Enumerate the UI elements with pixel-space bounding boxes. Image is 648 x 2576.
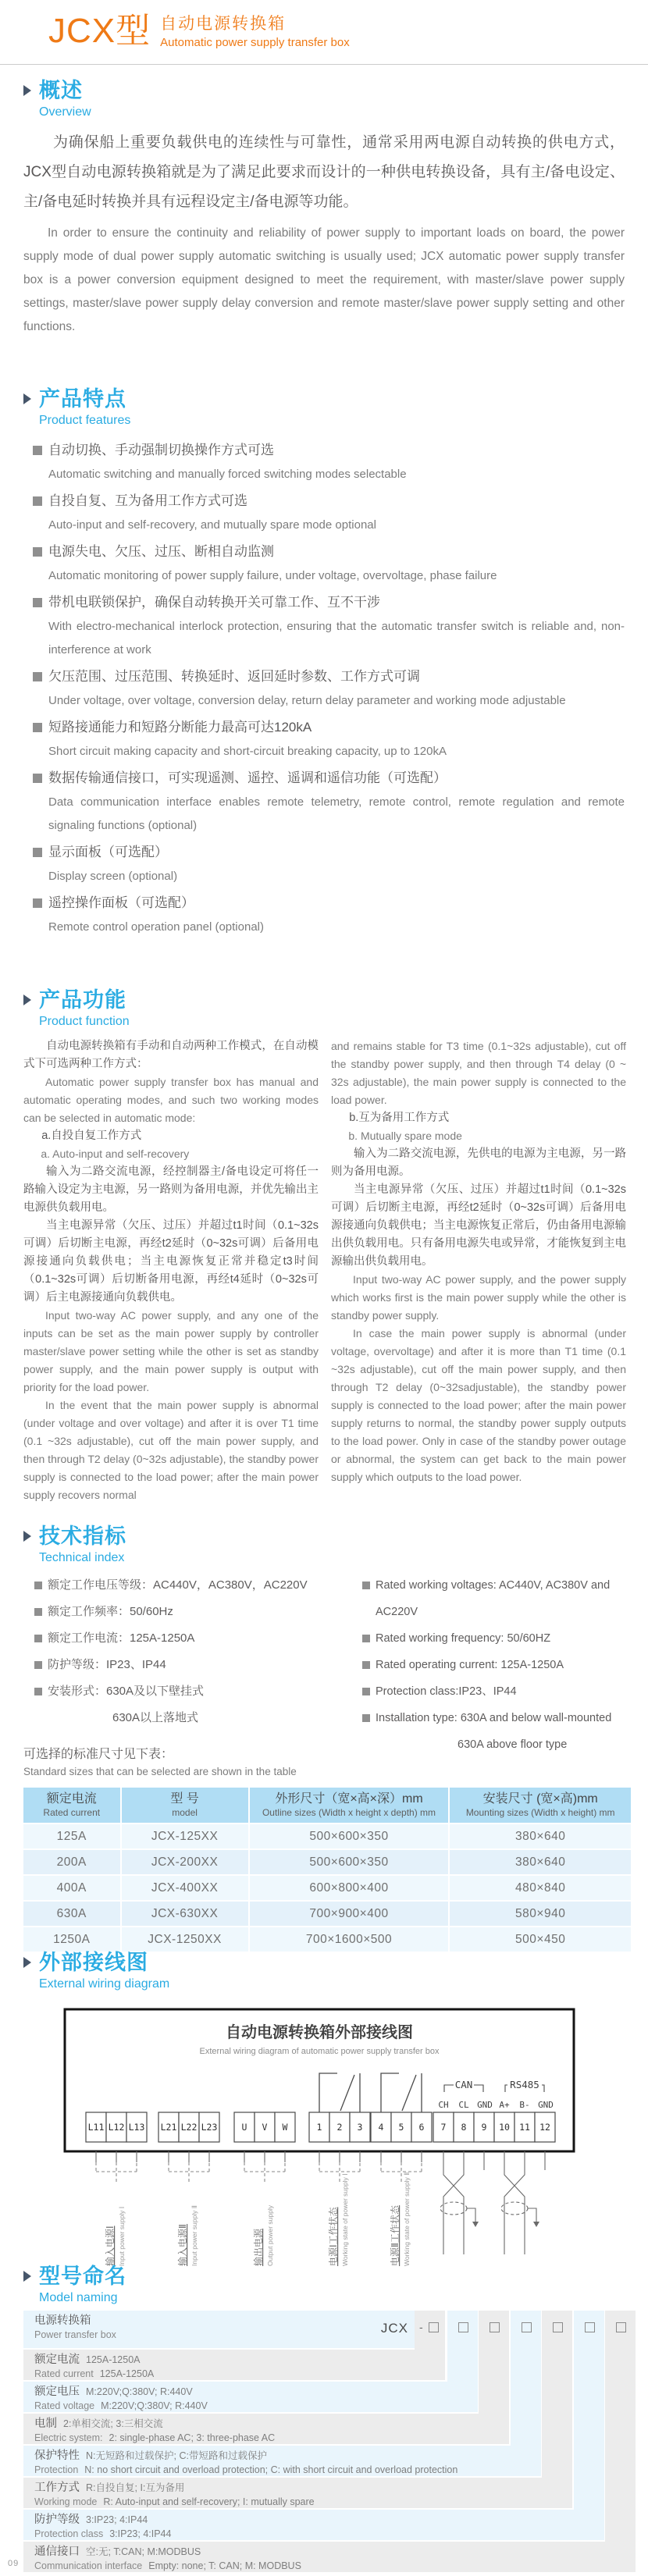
row-label-en: Communication interface [34,2560,143,2571]
cell-mounting-size: 500×450 [450,1927,631,1952]
group-label-cn: 输入电源Ⅰ [105,2226,116,2266]
overview-paragraph-cn: 为确保船上重要负载供电的连续性与可靠性，通常采用两电源自动转换的供电方式，JCX型自动电源转换箱就是为了满足此要求而设计的一种供电转换设备，具有主/备电设定、主/备电延时转换并具有远程设定主/备电源等功能。 [23,134,625,210]
code-box-icon [585,2322,595,2332]
code-box-icon [429,2322,439,2332]
feature-cn: 电源失电、欠压、过压、断相自动监测 [48,544,274,559]
product-model-title: JCX型 [48,12,151,50]
code-box-icon [616,2322,626,2332]
cell-model: JCX-400XX [122,1876,248,1900]
pin-label-a-plus: A+ [499,2100,510,2110]
function-paragraph: a.自投自复工作方式 [41,1130,142,1142]
group-label-en: Input power supply Ⅱ [190,2205,198,2266]
col-header-en: Mounting sizes (Width x height) mm [465,1807,615,1818]
bullet-square-icon [362,1661,370,1669]
table-row [23,1850,631,1874]
function-paragraph: 输入为二路交流电源，先供电的电源为主电源，另一路则为备用电源。 [331,1147,626,1178]
bullet-square-icon [34,1688,42,1695]
feature-en: With electro-mechanical interlock protection, ensuring that the automatic transfer switch is reliable and, non-interference at work [48,620,625,656]
sizes-table [22,1786,632,1953]
row-label-cn: 电源转换箱 [34,2314,91,2327]
cell-model: JCX-630XX [122,1902,248,1926]
section-function [0,987,648,1504]
col-header-cn: 型 号 [170,1792,199,1806]
wiring-heading-cn: 外部接线图 [39,1951,148,1974]
section-overview [0,78,648,339]
row-value-en: N: no short circuit and overload protection; C: with short circuit and overload protection [84,2464,458,2475]
tech-item: Protection class:IP23、IP44 [376,1685,517,1698]
tech-item-continued: 630A above floor type [458,1738,568,1751]
table-row [23,1902,631,1926]
feature-item [33,590,625,662]
model-naming-diagram [23,2311,640,2576]
function-paragraph: 自动电源转换箱有手动和自动两种工作模式，在自动模式下可选两种工作方式： [23,1040,319,1070]
bullet-square-icon [362,1688,370,1695]
row-value-en: 2: single-phase AC; 3: three-phase AC [109,2432,276,2443]
function-heading-cn: 产品功能 [39,988,126,1012]
feature-en: Automatic monitoring of power supply failure, under voltage, overvoltage, phase failure [48,569,497,582]
row-label-cn: 电制 [34,2418,57,2430]
feature-en: Under voltage, over voltage, conversion delay, return delay parameter and working mode adjustable [48,694,566,707]
terminal-label: 1 [316,2122,322,2133]
row-label-cn: 工作方式 [34,2482,80,2494]
function-paragraph: 当主电源异常（欠压、过压）并超过t1时间（0.1~32s可调）后切断主电源，再经t2延时（0~32s可调）后备用电源接通向负载供电；当主电源恢复正常并稳定t3时间（0.1~32s可调）后切断备用电源，再经t4延时（0~32s可调）后主电源接通向负载供电。 [23,1219,319,1304]
naming-row-electric-system [23,2414,509,2444]
row-value-cn: M:220V;Q:380V; R:440V [86,2386,193,2397]
overview-paragraph-en: In order to ensure the continuity and reliability of power supply to important loads on board, the power supply mode of dual power supply automatic switching is usually used; JCX automatic power supply transfer box is a power conversion equipment designed to meet the requirement, with master/slave power supply settings, master/slave power supply delay conversion and remote master/slave power supply setting and other functions. [23,226,625,333]
dash-mark: - [419,2321,423,2333]
group-label-en: Input power supply Ⅰ [118,2206,126,2266]
cell-outline-size: 500×600×350 [250,1850,449,1874]
terminal-label: 2 [336,2122,343,2133]
changeover-switch-icon [319,2073,422,2112]
feature-en: Automatic switching and manually forced switching modes selectable [48,468,407,481]
section-arrow-icon [23,85,31,96]
function-column-right [331,1037,626,1504]
naming-row-protection [23,2446,540,2476]
code-box-icon [522,2322,532,2332]
cell-outline-size: 700×1600×500 [250,1927,449,1952]
feature-item [33,891,625,939]
diagram-title-cn: 自动电源转换箱外部接线图 [226,2023,413,2041]
code-box-icon [458,2322,468,2332]
cell-outline-size: 500×600×350 [250,1824,449,1848]
terminal-label: 3 [357,2122,363,2133]
tech-item: Installation type: 630A and below wall-mounted [376,1712,612,1724]
row-label-cn: 保护特性 [34,2450,80,2462]
section-features [0,386,648,941]
features-heading-en: Product features [39,414,131,427]
cell-mounting-size: 480×840 [450,1876,631,1900]
terminal-label: L12 [108,2122,125,2133]
group-label-cn: 电源Ⅰ工作状态 [328,2207,339,2266]
row-value-cn: 3:IP23; 4:IP44 [86,2514,148,2525]
group-label-en: Output power supply [266,2205,274,2266]
bullet-square-icon [34,1608,42,1616]
bullet-square-icon [362,1714,370,1722]
terminal-label: 11 [519,2122,530,2133]
overview-heading-cn: 概述 [39,79,83,102]
function-paragraph: 输入为二路交流电源，经控制器主/备电设定可将任一路输入设定为主电源，另一路则为备用电源，并优先输出主电源供负载用电。 [23,1165,319,1214]
section-arrow-icon [23,994,31,1005]
pin-label-gnd: GND [477,2100,493,2110]
feature-cn: 带机电联锁保护，确保自动转换开关可靠工作、互不干涉 [48,595,380,610]
section-model-naming [0,2264,648,2576]
wire-stubs [96,2151,422,2162]
bullet-square-icon [33,672,42,681]
section-sizes [0,1745,648,1953]
function-paragraph: Automatic power supply transfer box has manual and automatic operating modes, and such two working modes can be selected in automatic mode: [23,1076,319,1124]
row-label-cn: 通信接口 [34,2546,80,2558]
cell-rated-current: 400A [23,1876,120,1900]
terminal-label: 9 [481,2122,487,2133]
section-wiring [0,1950,648,2270]
bullet-square-icon [33,547,42,557]
row-value-cn: 2:单相交流; 3:三相交流 [63,2418,163,2429]
row-label-cn: 额定电压 [34,2386,80,2398]
function-paragraph: and remains stable for T3 time (0.1~32s adjustable), cut off the standby power supply, and then through T4 delay (0 ~ 32s adjustable), the main power supply is connected to the load power. [331,1040,626,1106]
terminal-label: L11 [87,2122,105,2133]
col-header-en: model [172,1807,198,1818]
technical-list-en [362,1572,626,1758]
page-header [0,0,648,65]
overview-heading-en: Overview [39,105,91,119]
row-value-cn: R:自投自复; I:互为备用 [86,2482,185,2493]
pin-label-cl: CL [458,2100,469,2110]
function-columns [23,1037,626,1504]
bullet-square-icon [33,496,42,506]
feature-en: Auto-input and self-recovery, and mutually spare mode optional [48,518,376,532]
technical-list-cn [34,1572,362,1758]
function-paragraph: b.互为备用工作方式 [349,1112,450,1124]
naming-row-working-mode [23,2478,572,2508]
tech-item: 额定工作频率：50/60Hz [48,1605,173,1618]
row-value-en: Empty: none; T: CAN; M: MODBUS [148,2560,301,2571]
bullet-square-icon [33,598,42,607]
group-label-cn: 输入电源Ⅱ [177,2224,188,2266]
terminal-label: 4 [378,2122,384,2133]
feature-en: Data communication interface enables remote telemetry, remote control, remote regulation and remote signaling functions (optional) [48,795,625,832]
tech-item-continued: 630A以上落地式 [112,1711,199,1724]
tech-item: Rated operating current: 125A-1250A [376,1659,564,1671]
naming-row-rated-current [23,2350,445,2380]
feature-item [33,664,625,713]
row-value-en: M:220V;Q:380V; R:440V [101,2400,208,2411]
section-arrow-icon [23,1531,31,1542]
function-heading-en: Product function [39,1015,130,1028]
row-label-cn: 防护等级 [34,2514,80,2526]
product-title-en: Automatic power supply transfer box [160,36,350,49]
terminal-label: W [282,2122,288,2133]
row-label-en: Electric system: [34,2432,103,2443]
diagram-title-en: External wiring diagram of automatic power supply transfer box [199,2047,440,2056]
bullet-square-icon [362,1582,370,1589]
terminal-label: 8 [461,2122,467,2133]
cell-outline-size: 600×800×400 [250,1876,449,1900]
function-paragraph: In case the main power supply is abnormal (under voltage, overvoltage) and after it is more than T1 time (0.1 ~32s adjustable), cut off the main power supply, and then through T2 delay (0~32sadjustable), the standby power supply is connected to the load power; after the main power supply returns to normal, the standby power supply outputs to the load power. Only in case of the standby power outage or abnormal, the system can get back to the main power supply which outputs to the load power. [331,1327,626,1483]
feature-cn: 自动切换、手动强制切换操作方式可选 [48,443,274,457]
cell-model: JCX-1250XX [122,1927,248,1952]
tech-item: 额定工作电压等级：AC440V，AC380V，AC220V [48,1578,308,1592]
col-header-cn: 外形尺寸（宽×高×深）mm [275,1792,423,1806]
row-label-en: Power transfer box [34,2329,116,2340]
terminal-label: 6 [418,2122,425,2133]
bullet-square-icon [362,1635,370,1642]
table-row [23,1876,631,1900]
function-paragraph: a. Auto-input and self-recovery [41,1147,190,1160]
col-header-en: Rated current [43,1807,101,1818]
wiring-heading-en: External wiring diagram [39,1977,170,1991]
feature-en: Short circuit making capacity and short-circuit breaking capacity, up to 120kA [48,745,447,758]
naming-row-communication [23,2542,636,2572]
group-label-cn: 输出电源 [253,2228,264,2266]
cable-bundle-icon [96,2162,422,2184]
tech-item: 安装形式：630A及以下壁挂式 [48,1685,205,1698]
bullet-square-icon [33,774,42,783]
code-column-7 [605,2311,636,2572]
terminal-label: L23 [201,2122,218,2133]
naming-row-rated-voltage [23,2382,477,2412]
section-arrow-icon [23,393,31,404]
row-value-cn: 125A-1250A [86,2354,141,2365]
cell-mounting-size: 580×940 [450,1902,631,1926]
table-row [23,1927,631,1952]
terminal-label: U [241,2122,247,2133]
feature-cn: 数据传输通信接口，可实现遥测、遥控、遥调和遥信功能（可选配） [48,770,447,785]
feature-cn: 短路接通能力和短路分断能力最高可达120kA [48,720,312,735]
table-note-en: Standard sizes that can be selected are shown in the table [23,1766,297,1777]
row-value-en: R: Auto-input and self-recovery; I: mutually spare [103,2496,315,2507]
feature-cn: 显示面板（可选配） [48,845,168,859]
twisted-pair-rs485-icon [501,2151,545,2254]
pin-label-ch: CH [438,2100,449,2110]
feature-item [33,840,625,888]
code-column-6 [574,2311,604,2540]
table-row [23,1824,631,1848]
technical-list [34,1572,626,1758]
cell-model: JCX-200XX [122,1850,248,1874]
col-header-en: Outline sizes (Width x height x depth) mm [262,1807,436,1818]
terminal-label: V [262,2122,268,2133]
bullet-square-icon [33,446,42,455]
section-arrow-icon [23,1957,31,1968]
code-box-icon [490,2322,500,2332]
product-title-cn: 自动电源转换箱 [160,15,287,33]
cell-rated-current: 200A [23,1850,120,1874]
function-paragraph: Input two-way AC power supply, and the power supply which works first is the main power supply while the other is standby power supply. [331,1273,626,1322]
cell-rated-current: 125A [23,1824,120,1848]
feature-list [33,438,625,939]
bullet-square-icon [34,1635,42,1642]
terminal-label: L21 [160,2122,177,2133]
tech-item: Rated working voltages: AC440V, AC380V and AC220V [376,1579,611,1618]
col-header-cn: 安装尺寸 (宽×高)mm [482,1792,598,1806]
section-technical [0,1524,648,1758]
feature-en: Display screen (optional) [48,870,178,883]
row-label-en: Rated current [34,2368,94,2379]
row-label-en: Rated voltage [34,2400,95,2411]
row-label-cn: 额定电流 [34,2354,80,2366]
model-prefix: JCX [380,2321,408,2336]
table-header-row [23,1788,631,1823]
cell-outline-size: 700×900×400 [250,1902,449,1926]
twisted-pair-can-icon [440,2151,484,2254]
naming-row-protection-class [23,2510,603,2540]
bullet-square-icon [34,1661,42,1669]
model-naming-heading-cn: 型号命名 [39,2265,126,2288]
row-label-en: Protection [34,2464,79,2475]
terminal-label: 7 [440,2122,447,2133]
row-label-en: Protection class [34,2528,104,2539]
rs485-bus-label: RS485 [510,2079,539,2090]
terminal-label: L13 [128,2122,145,2133]
row-value-en: 3:IP23; 4:IP44 [109,2528,172,2539]
can-bus-label: CAN [454,2079,473,2090]
code-box-icon [553,2322,563,2332]
col-header-cn: 额定电流 [46,1792,97,1806]
group-label-en: Working state of power supply Ⅰ [341,2173,349,2266]
naming-row-product [23,2311,415,2348]
bullet-square-icon [33,848,42,857]
model-naming-heading-en: Model naming [39,2291,118,2304]
features-heading-cn: 产品特点 [39,387,126,411]
wiring-diagram [43,1997,589,2270]
cell-rated-current: 630A [23,1902,120,1926]
bullet-square-icon [33,898,42,908]
page-number: 09 [8,2559,20,2568]
function-paragraph: Input two-way AC power supply, and any one of the inputs can be set as the main power supply by controller master/slave power setting while the other is set as standby power supply, and the main power supply is output with priority for the load power. [23,1309,319,1393]
terminal-label: 12 [539,2122,550,2133]
group-label-en: Working state of power supply Ⅱ [403,2172,411,2266]
tech-item: 防护等级：IP23、IP44 [48,1658,166,1671]
cell-mounting-size: 380×640 [450,1824,631,1848]
section-arrow-icon [23,2271,31,2282]
bullet-square-icon [33,723,42,732]
tech-item: Rated working frequency: 50/60HZ [376,1632,551,1645]
function-paragraph: 当主电源异常（欠压、过压）并超过t1时间（0.1~32s可调）后切断主电源，再经t2延时（0~32s可调）后备用电源接通向负载供电；当主电源恢复正常后，仍由备用电源输出供负载用电。只有备用电源失电或异常，才能恢复到主电源输出供负载用电。 [331,1183,626,1268]
pin-label-b-minus: B- [519,2100,530,2110]
feature-en: Remote control operation panel (optional) [48,920,264,934]
feature-item [33,489,625,537]
technical-heading-cn: 技术指标 [39,1525,126,1548]
table-note-cn: 可选择的标准尺寸见下表： [23,1748,174,1761]
terminal-label: 5 [398,2122,404,2133]
terminal-label: 10 [499,2122,510,2133]
feature-item [33,539,625,588]
feature-cn: 欠压范围、过压范围、转换延时、返回延时参数、工作方式可调 [48,669,420,684]
feature-cn: 自投自复、互为备用工作方式可选 [48,493,247,508]
feature-item [33,715,625,763]
row-value-cn: 空:无; T:CAN; M:MODBUS [86,2546,201,2557]
function-column-left [23,1037,319,1504]
cell-model: JCX-125XX [122,1824,248,1848]
row-label-en: Working mode [34,2496,98,2507]
feature-cn: 遥控操作面板（可选配） [48,895,194,910]
group-label-cn: 电源Ⅱ工作状态 [390,2205,401,2266]
cell-rated-current: 1250A [23,1927,120,1952]
feature-item [33,766,625,838]
cell-mounting-size: 380×640 [450,1850,631,1874]
terminal-label: L22 [180,2122,198,2133]
function-paragraph: b. Mutually spare mode [348,1130,462,1142]
row-value-cn: N:无短路和过载保护; C:带短路和过载保护 [86,2450,267,2461]
function-paragraph: In the event that the main power supply is abnormal (under voltage and over voltage) and after it is over T1 time (0.1 ~32s adjustable), cut off the main power supply, and then through T2 delay (0~32s adjustable), the standby power supply is connected to the load power; after the main power supply recovers normal [23,1399,319,1501]
technical-heading-en: Technical index [39,1551,125,1564]
tech-item: 额定工作电流：125A-1250A [48,1631,195,1645]
feature-item [33,438,625,486]
row-value-en: 125A-1250A [99,2368,155,2379]
bullet-square-icon [34,1582,42,1589]
pin-label-gnd: GND [538,2100,554,2110]
